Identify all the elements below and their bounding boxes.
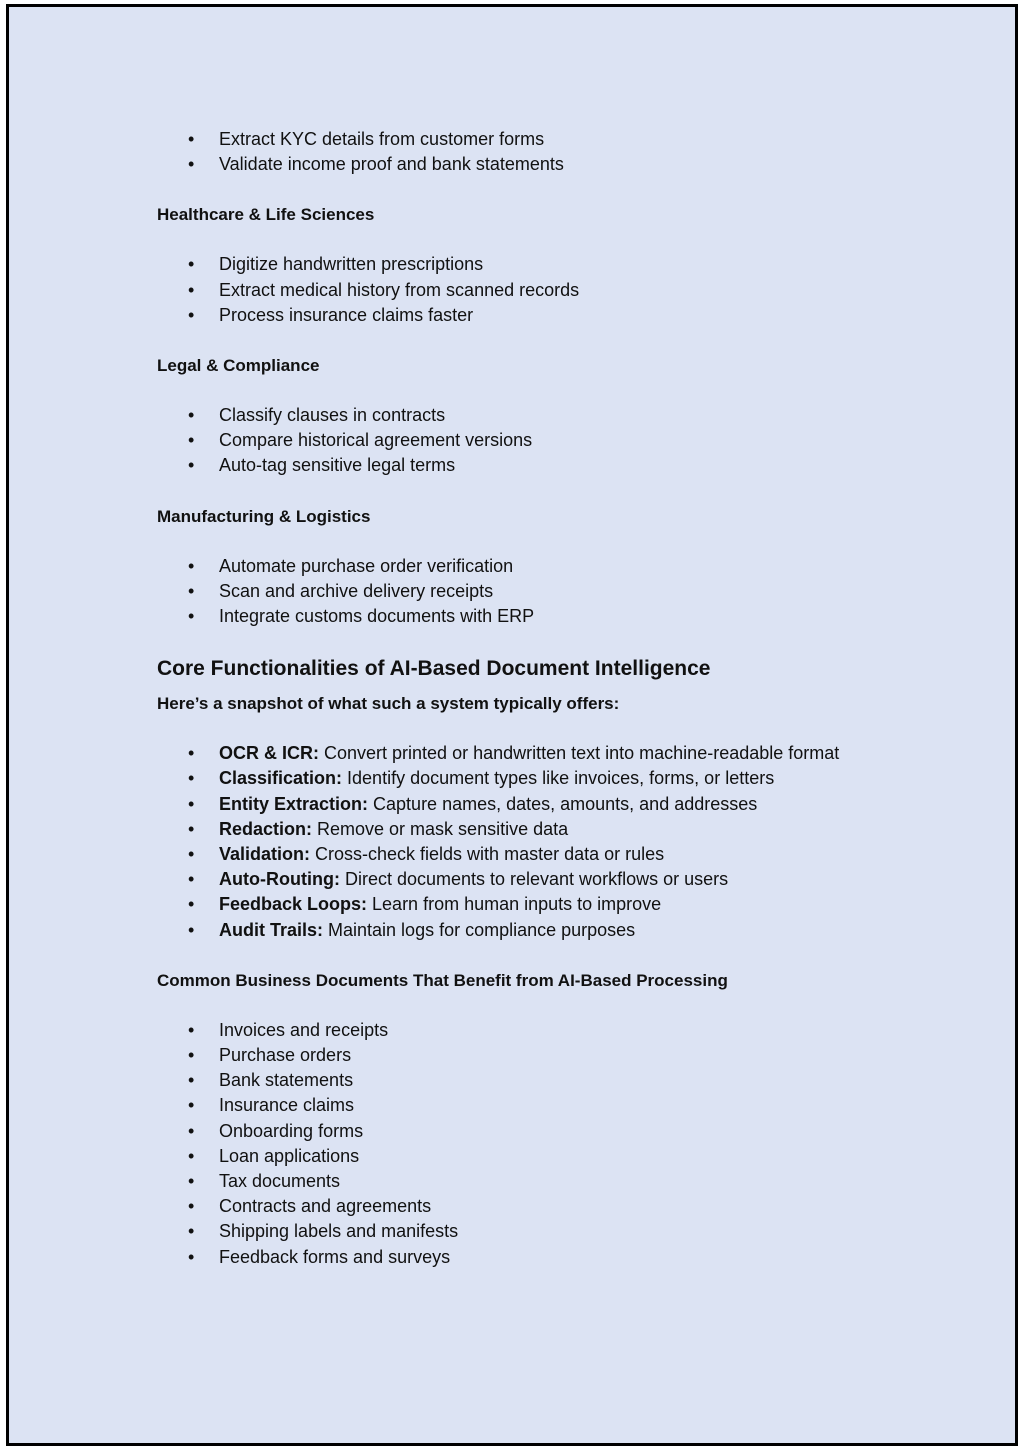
list-item: • Onboarding forms <box>157 1119 857 1144</box>
list-item: • Loan applications <box>157 1144 857 1169</box>
list-item <box>157 741 857 766</box>
item-text: Capture names, dates, amounts, and addresses <box>368 793 758 814</box>
core-intro-text: Here’s a snapshot of what such a system typically offers: <box>157 694 620 714</box>
list-item: • Extract medical history from scanned records <box>157 278 857 303</box>
item-label: Auto-Routing: <box>219 869 340 890</box>
list-item: • Scan and archive delivery receipts <box>157 579 857 604</box>
list-item: • Integrate customs documents with ERP <box>157 604 857 629</box>
top-bullet-list <box>157 127 857 177</box>
item-label: Entity Extraction: <box>219 793 369 814</box>
list-item: • Invoices and receipts <box>157 1018 857 1043</box>
healthcare-bullet-list <box>157 252 857 328</box>
list-item <box>157 842 857 867</box>
document-content <box>157 127 857 1270</box>
item-label: Classification: <box>219 768 343 789</box>
list-item <box>157 918 857 943</box>
item-text: Direct documents to relevant workflows or users <box>339 869 729 890</box>
list-item: • Compare historical agreement versions <box>157 428 857 453</box>
list-item: • Extract KYC details from customer forms <box>157 127 857 152</box>
section-heading-healthcare: Healthcare & Life Sciences <box>157 205 375 225</box>
list-item: • Automate purchase order verification <box>157 554 857 579</box>
list-item: • Digitize handwritten prescriptions <box>157 252 857 277</box>
list-item: • Tax documents <box>157 1169 857 1194</box>
list-item: • Insurance claims <box>157 1093 857 1118</box>
list-item: • Bank statements <box>157 1068 857 1093</box>
list-item <box>157 817 857 842</box>
list-item: • Contracts and agreements <box>157 1194 857 1219</box>
item-label: Audit Trails: <box>219 919 324 940</box>
manufacturing-bullet-list <box>157 554 857 630</box>
item-label: Feedback Loops: <box>219 894 368 915</box>
list-item: • Validate income proof and bank statements <box>157 152 857 177</box>
item-text: Learn from human inputs to improve <box>367 894 662 915</box>
item-text: Cross-check fields with master data or rules <box>310 844 665 865</box>
item-text: Identify document types like invoices, forms, or letters <box>342 768 775 789</box>
list-item: • Process insurance claims faster <box>157 303 857 328</box>
item-label: Redaction: <box>219 818 313 839</box>
item-label: Validation: <box>219 844 311 865</box>
list-item <box>157 766 857 791</box>
list-item: • Classify clauses in contracts <box>157 403 857 428</box>
item-text: Convert printed or handwritten text into machine-readable format <box>319 743 840 764</box>
common-documents-heading: Common Business Documents That Benefit from AI-Based Processing <box>157 970 728 990</box>
list-item: • Purchase orders <box>157 1043 857 1068</box>
core-functionalities-heading: Core Functionalities of AI-Based Document Intelligence <box>157 657 711 681</box>
core-functionalities-list <box>157 741 857 943</box>
common-documents-list <box>157 1018 857 1270</box>
legal-bullet-list <box>157 403 857 479</box>
document-page <box>6 4 1018 1446</box>
list-item: • Shipping labels and manifests <box>157 1219 857 1244</box>
list-item: • Auto-tag sensitive legal terms <box>157 453 857 478</box>
list-item: • Feedback forms and surveys <box>157 1245 857 1270</box>
item-text: Remove or mask sensitive data <box>312 818 569 839</box>
list-item <box>157 792 857 817</box>
list-item <box>157 892 857 917</box>
list-item <box>157 867 857 892</box>
item-label: OCR & ICR: <box>219 743 319 764</box>
section-heading-manufacturing: Manufacturing & Logistics <box>157 506 371 526</box>
section-heading-legal: Legal & Compliance <box>157 356 320 376</box>
item-text: Maintain logs for compliance purposes <box>323 919 636 940</box>
